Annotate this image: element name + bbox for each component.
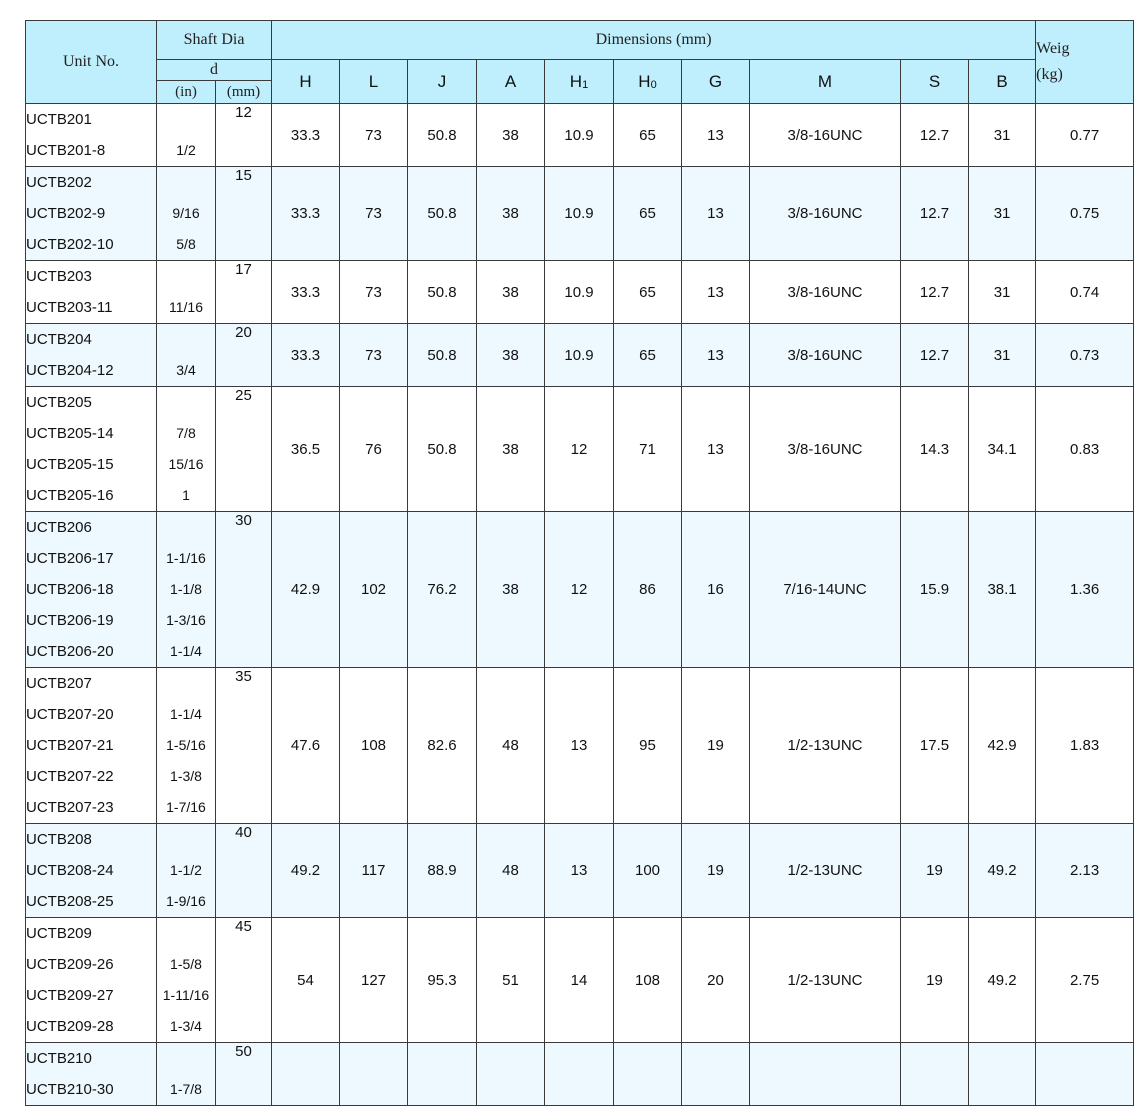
dim-j-cell: 50.8 xyxy=(408,167,477,261)
shaft-inch-cell xyxy=(157,104,216,167)
bearing-spec-table xyxy=(25,20,1134,1106)
spec-table-viewport xyxy=(25,20,1109,1098)
dim-h1-cell: 10.9 xyxy=(545,167,614,261)
weight-header xyxy=(1036,21,1134,104)
unit-no-cell xyxy=(26,261,157,324)
weight-cell: 0.83 xyxy=(1036,387,1134,512)
dim-s-cell: 12.7 xyxy=(901,324,969,387)
dim-j-cell: 76.2 xyxy=(408,512,477,668)
unit-no-header: Unit No. xyxy=(26,21,157,104)
unit-no: UCTB207-22 xyxy=(26,768,114,785)
dim-s-cell: 15.9 xyxy=(901,512,969,668)
dim-j-cell: 95.3 xyxy=(408,918,477,1043)
unit-no: UCTB208-24 xyxy=(26,862,114,879)
shaft-inch-cell xyxy=(157,167,216,261)
dim-h0-cell: 71 xyxy=(614,387,682,512)
shaft-inch xyxy=(157,324,215,355)
dim-l-cell: 76 xyxy=(340,387,408,512)
dim-h-cell: 33.3 xyxy=(272,104,340,167)
dim-g-cell: 13 xyxy=(682,324,750,387)
dim-m-cell: 3/8-16UNC xyxy=(750,167,901,261)
unit-no: UCTB206-17 xyxy=(26,550,114,567)
dim-a-cell: 38 xyxy=(477,324,545,387)
shaft-mm-cell: 15 xyxy=(216,167,272,261)
dim-h-cell: 47.6 xyxy=(272,668,340,824)
col-header-m: M xyxy=(750,60,901,104)
dim-g-cell: 13 xyxy=(682,387,750,512)
unit-no: UCTB201 xyxy=(26,111,92,128)
shaft-mm-cell: 40 xyxy=(216,824,272,918)
dim-g-cell xyxy=(682,1043,750,1106)
dim-m-cell: 3/8-16UNC xyxy=(750,387,901,512)
dim-g-cell: 19 xyxy=(682,668,750,824)
dim-h-cell: 33.3 xyxy=(272,261,340,324)
dimensions-header: Dimensions (mm) xyxy=(272,21,1036,60)
dim-h1-cell: 12 xyxy=(545,512,614,668)
unit-no: UCTB206-20 xyxy=(26,643,114,660)
dim-l-cell: 73 xyxy=(340,104,408,167)
dim-b-cell: 42.9 xyxy=(969,668,1036,824)
shaft-inch xyxy=(157,261,215,292)
table-row xyxy=(26,261,1134,324)
dim-h-cell xyxy=(272,1043,340,1106)
unit-no-cell xyxy=(26,387,157,512)
unit-no: UCTB207 xyxy=(26,675,92,692)
dim-s-cell xyxy=(901,1043,969,1106)
col-header-a: A xyxy=(477,60,545,104)
dim-h1-cell: 13 xyxy=(545,668,614,824)
unit-no-cell xyxy=(26,512,157,668)
unit-no: UCTB208-25 xyxy=(26,893,114,910)
dim-h-cell: 33.3 xyxy=(272,324,340,387)
table-body xyxy=(26,104,1134,1106)
table-row xyxy=(26,668,1134,824)
shaft-inch xyxy=(157,668,215,699)
d-header: d xyxy=(157,60,272,81)
dim-j-cell: 50.8 xyxy=(408,387,477,512)
shaft-inch: 1-7/8 xyxy=(170,1081,202,1097)
dim-h-cell: 49.2 xyxy=(272,824,340,918)
unit-no: UCTB207-23 xyxy=(26,799,114,816)
dim-b-cell: 38.1 xyxy=(969,512,1036,668)
unit-no: UCTB202 xyxy=(26,174,92,191)
shaft-inch xyxy=(157,167,215,198)
dim-h-cell: 42.9 xyxy=(272,512,340,668)
unit-no: UCTB210-30 xyxy=(26,1081,114,1098)
unit-no: UCTB209-26 xyxy=(26,956,114,973)
dim-h1-cell: 14 xyxy=(545,918,614,1043)
dim-m-cell: 3/8-16UNC xyxy=(750,324,901,387)
dim-g-cell: 13 xyxy=(682,104,750,167)
shaft-inch: 1-1/4 xyxy=(170,643,202,659)
dim-b-cell: 31 xyxy=(969,261,1036,324)
shaft-inch: 1/2 xyxy=(176,142,196,158)
unit-no: UCTB209-27 xyxy=(26,987,114,1004)
dim-s-cell: 17.5 xyxy=(901,668,969,824)
weight-cell: 2.13 xyxy=(1036,824,1134,918)
dim-a-cell: 38 xyxy=(477,512,545,668)
dim-l-cell: 73 xyxy=(340,324,408,387)
dim-l-cell: 117 xyxy=(340,824,408,918)
weight-cell xyxy=(1036,1043,1134,1106)
unit-no-cell xyxy=(26,104,157,167)
dim-h0-cell: 108 xyxy=(614,918,682,1043)
unit-no: UCTB202-10 xyxy=(26,236,114,253)
unit-no: UCTB205-15 xyxy=(26,456,114,473)
dim-b-cell: 49.2 xyxy=(969,918,1036,1043)
dim-b-cell: 31 xyxy=(969,324,1036,387)
shaft-mm-cell: 30 xyxy=(216,512,272,668)
shaft-mm-cell: 45 xyxy=(216,918,272,1043)
dim-h0-cell: 65 xyxy=(614,261,682,324)
shaft-inch: 1-11/16 xyxy=(162,987,210,1003)
dim-j-cell: 50.8 xyxy=(408,261,477,324)
weight-header-line1: Weig xyxy=(1036,40,1070,57)
dim-s-cell: 19 xyxy=(901,824,969,918)
dim-h-cell: 36.5 xyxy=(272,387,340,512)
table-header xyxy=(26,21,1134,104)
dim-h1-cell: 13 xyxy=(545,824,614,918)
shaft-inch: 7/8 xyxy=(176,425,196,441)
shaft-inch: 3/4 xyxy=(176,362,196,378)
unit-no: UCTB205 xyxy=(26,394,92,411)
shaft-inch: 9/16 xyxy=(172,205,200,221)
shaft-inch xyxy=(157,104,215,135)
dim-b-cell xyxy=(969,1043,1036,1106)
dim-a-cell: 38 xyxy=(477,387,545,512)
shaft-inch-cell xyxy=(157,512,216,668)
shaft-dia-header: Shaft Dia xyxy=(157,21,272,60)
unit-no: UCTB202-9 xyxy=(26,205,106,222)
dim-s-cell: 12.7 xyxy=(901,104,969,167)
dim-a-cell: 48 xyxy=(477,668,545,824)
shaft-inch: 1-1/8 xyxy=(170,581,202,597)
dim-m-cell: 3/8-16UNC xyxy=(750,104,901,167)
dim-h1-cell xyxy=(545,1043,614,1106)
shaft-inch-cell xyxy=(157,918,216,1043)
weight-header-line2: (kg) xyxy=(1036,66,1063,83)
table-row xyxy=(26,167,1134,261)
unit-no-cell xyxy=(26,668,157,824)
unit-no: UCTB206 xyxy=(26,519,92,536)
dim-l-cell: 73 xyxy=(340,261,408,324)
unit-no: UCTB209 xyxy=(26,925,92,942)
shaft-inch-cell xyxy=(157,824,216,918)
table-row xyxy=(26,824,1134,918)
weight-cell: 1.83 xyxy=(1036,668,1134,824)
unit-no: UCTB210 xyxy=(26,1050,92,1067)
dim-h1-cell: 10.9 xyxy=(545,324,614,387)
dim-b-cell: 34.1 xyxy=(969,387,1036,512)
dim-h0-cell: 86 xyxy=(614,512,682,668)
dim-h0-cell: 65 xyxy=(614,104,682,167)
unit-no: UCTB206-19 xyxy=(26,612,114,629)
shaft-inch: 1-3/16 xyxy=(166,612,206,628)
shaft-inch xyxy=(157,918,215,949)
in-header: (in) xyxy=(157,81,216,104)
col-header-b: B xyxy=(969,60,1036,104)
shaft-inch xyxy=(157,387,215,418)
shaft-inch: 1-7/16 xyxy=(166,799,206,815)
dim-j-cell: 82.6 xyxy=(408,668,477,824)
dim-l-cell: 102 xyxy=(340,512,408,668)
table-row xyxy=(26,1043,1134,1106)
shaft-mm-cell: 50 xyxy=(216,1043,272,1106)
shaft-inch-cell xyxy=(157,387,216,512)
shaft-inch: 1-1/16 xyxy=(166,550,206,566)
dim-m-cell: 7/16-14UNC xyxy=(750,512,901,668)
shaft-inch: 1 xyxy=(182,487,190,503)
table-row xyxy=(26,324,1134,387)
dim-a-cell: 51 xyxy=(477,918,545,1043)
dim-j-cell xyxy=(408,1043,477,1106)
dim-j-cell: 50.8 xyxy=(408,104,477,167)
weight-cell: 2.75 xyxy=(1036,918,1134,1043)
dim-h1-cell: 10.9 xyxy=(545,104,614,167)
col-header-h0: $H_0$ xyxy=(614,60,682,104)
dim-s-cell: 12.7 xyxy=(901,167,969,261)
shaft-inch: 15/16 xyxy=(168,456,204,472)
dim-h0-cell: 100 xyxy=(614,824,682,918)
dim-h0-cell: 95 xyxy=(614,668,682,824)
shaft-inch: 1-3/8 xyxy=(170,768,202,784)
dim-h1-cell: 12 xyxy=(545,387,614,512)
unit-no: UCTB205-16 xyxy=(26,487,114,504)
unit-no-cell xyxy=(26,324,157,387)
dim-j-cell: 88.9 xyxy=(408,824,477,918)
dim-g-cell: 19 xyxy=(682,824,750,918)
table-row xyxy=(26,104,1134,167)
unit-no-cell xyxy=(26,918,157,1043)
dim-j-cell: 50.8 xyxy=(408,324,477,387)
dim-b-cell: 49.2 xyxy=(969,824,1036,918)
weight-cell: 0.73 xyxy=(1036,324,1134,387)
dim-h0-cell: 65 xyxy=(614,167,682,261)
dim-h-cell: 33.3 xyxy=(272,167,340,261)
dim-h1-cell: 10.9 xyxy=(545,261,614,324)
dim-m-cell: 1/2-13UNC xyxy=(750,668,901,824)
unit-no: UCTB207-20 xyxy=(26,706,114,723)
weight-cell: 0.74 xyxy=(1036,261,1134,324)
dim-m-cell: 3/8-16UNC xyxy=(750,261,901,324)
shaft-inch xyxy=(157,1043,215,1074)
col-header-j: J xyxy=(408,60,477,104)
col-header-s: S xyxy=(901,60,969,104)
shaft-mm-cell: 12 xyxy=(216,104,272,167)
unit-no: UCTB204-12 xyxy=(26,362,114,379)
shaft-inch: 1-9/16 xyxy=(166,893,206,909)
unit-no-cell xyxy=(26,1043,157,1106)
unit-no-cell xyxy=(26,167,157,261)
dim-g-cell: 16 xyxy=(682,512,750,668)
dim-s-cell: 14.3 xyxy=(901,387,969,512)
shaft-mm-cell: 17 xyxy=(216,261,272,324)
shaft-inch xyxy=(157,512,215,543)
unit-no: UCTB201-8 xyxy=(26,142,106,159)
table-row xyxy=(26,918,1134,1043)
dim-a-cell: 38 xyxy=(477,104,545,167)
unit-no: UCTB204 xyxy=(26,331,92,348)
dim-s-cell: 12.7 xyxy=(901,261,969,324)
dim-m-cell xyxy=(750,1043,901,1106)
dim-a-cell: 48 xyxy=(477,824,545,918)
dim-m-cell: 1/2-13UNC xyxy=(750,918,901,1043)
dim-h-cell: 54 xyxy=(272,918,340,1043)
shaft-inch-cell xyxy=(157,1043,216,1106)
col-header-l: L xyxy=(340,60,408,104)
mm-header: (mm) xyxy=(216,81,272,104)
dim-g-cell: 20 xyxy=(682,918,750,1043)
col-header-h: H xyxy=(272,60,340,104)
shaft-inch xyxy=(157,824,215,855)
dim-l-cell: 108 xyxy=(340,668,408,824)
dim-l-cell: 73 xyxy=(340,167,408,261)
unit-no: UCTB207-21 xyxy=(26,737,114,754)
dim-g-cell: 13 xyxy=(682,167,750,261)
shaft-inch-cell xyxy=(157,668,216,824)
unit-no: UCTB203 xyxy=(26,268,92,285)
shaft-inch-cell xyxy=(157,261,216,324)
weight-cell: 0.77 xyxy=(1036,104,1134,167)
shaft-inch: 1-5/16 xyxy=(166,737,206,753)
dim-b-cell: 31 xyxy=(969,167,1036,261)
shaft-mm-cell: 35 xyxy=(216,668,272,824)
dim-a-cell: 38 xyxy=(477,167,545,261)
dim-g-cell: 13 xyxy=(682,261,750,324)
shaft-inch: 1-5/8 xyxy=(170,956,202,972)
col-header-h1: $H_1$ xyxy=(545,60,614,104)
dim-b-cell: 31 xyxy=(969,104,1036,167)
shaft-inch: 1-1/4 xyxy=(170,706,202,722)
dim-a-cell xyxy=(477,1043,545,1106)
unit-no: UCTB208 xyxy=(26,831,92,848)
shaft-inch: 5/8 xyxy=(176,236,196,252)
dim-l-cell: 127 xyxy=(340,918,408,1043)
shaft-mm-cell: 20 xyxy=(216,324,272,387)
unit-no-cell xyxy=(26,824,157,918)
shaft-inch-cell xyxy=(157,324,216,387)
unit-no: UCTB203-11 xyxy=(26,299,113,316)
dim-m-cell: 1/2-13UNC xyxy=(750,824,901,918)
table-row xyxy=(26,512,1134,668)
weight-cell: 1.36 xyxy=(1036,512,1134,668)
shaft-mm-cell: 25 xyxy=(216,387,272,512)
unit-no: UCTB206-18 xyxy=(26,581,114,598)
shaft-inch: 11/16 xyxy=(169,299,203,315)
shaft-inch: 1-1/2 xyxy=(170,862,202,878)
table-row xyxy=(26,387,1134,512)
shaft-inch: 1-3/4 xyxy=(170,1018,202,1034)
dim-a-cell: 38 xyxy=(477,261,545,324)
dim-h0-cell: 65 xyxy=(614,324,682,387)
dim-s-cell: 19 xyxy=(901,918,969,1043)
dim-l-cell xyxy=(340,1043,408,1106)
unit-no: UCTB209-28 xyxy=(26,1018,114,1035)
weight-cell: 0.75 xyxy=(1036,167,1134,261)
unit-no: UCTB205-14 xyxy=(26,425,114,442)
dim-h0-cell xyxy=(614,1043,682,1106)
col-header-g: G xyxy=(682,60,750,104)
